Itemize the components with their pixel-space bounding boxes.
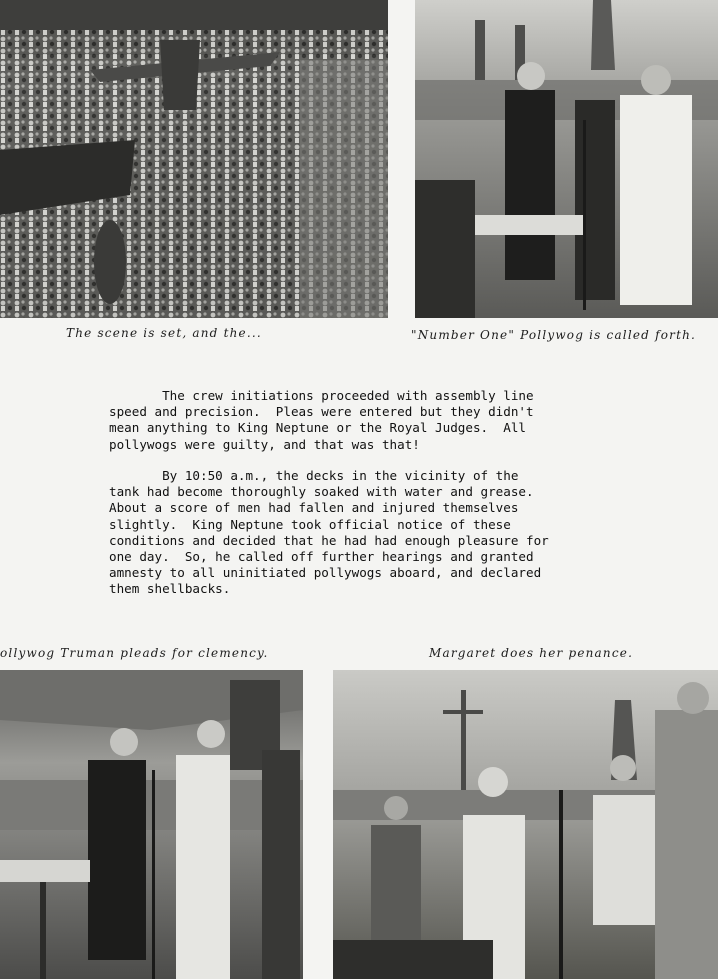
body-paragraph-amnesty: By 10:50 a.m., the decks in the vicinity of the tank had become thoroughly soaked with water and grease. About a score of men had fallen and injured themselves slightly. King Neptune took official notice of these conditions and decided that he had had enough pleasure for one day. So, he called off further hearings and granted amnesty to all uninitiated pollywogs aboard, and declared them shellbacks. bbox=[109, 468, 549, 597]
caption-deck-crowd: The scene is set, and the... bbox=[66, 326, 262, 340]
caption-pollywog-called-forth: "Number One" Pollywog is called forth. bbox=[411, 328, 697, 342]
caption-truman-pleads: ollywog Truman pleads for clemency. bbox=[0, 646, 269, 660]
photo-pollywog-called-forth bbox=[415, 0, 718, 318]
photo-margaret-penance bbox=[333, 670, 718, 979]
body-paragraph-initiations: The crew initiations proceeded with assembly line speed and precision. Pleas were entered but they didn't mean anything to King Neptune or the Royal Judges. All pollywogs were guilty, and that was that! bbox=[109, 388, 534, 452]
photo-deck-crowd bbox=[0, 0, 388, 318]
caption-margaret-penance: Margaret does her penance. bbox=[429, 646, 634, 660]
photo-truman-pleads bbox=[0, 670, 303, 979]
